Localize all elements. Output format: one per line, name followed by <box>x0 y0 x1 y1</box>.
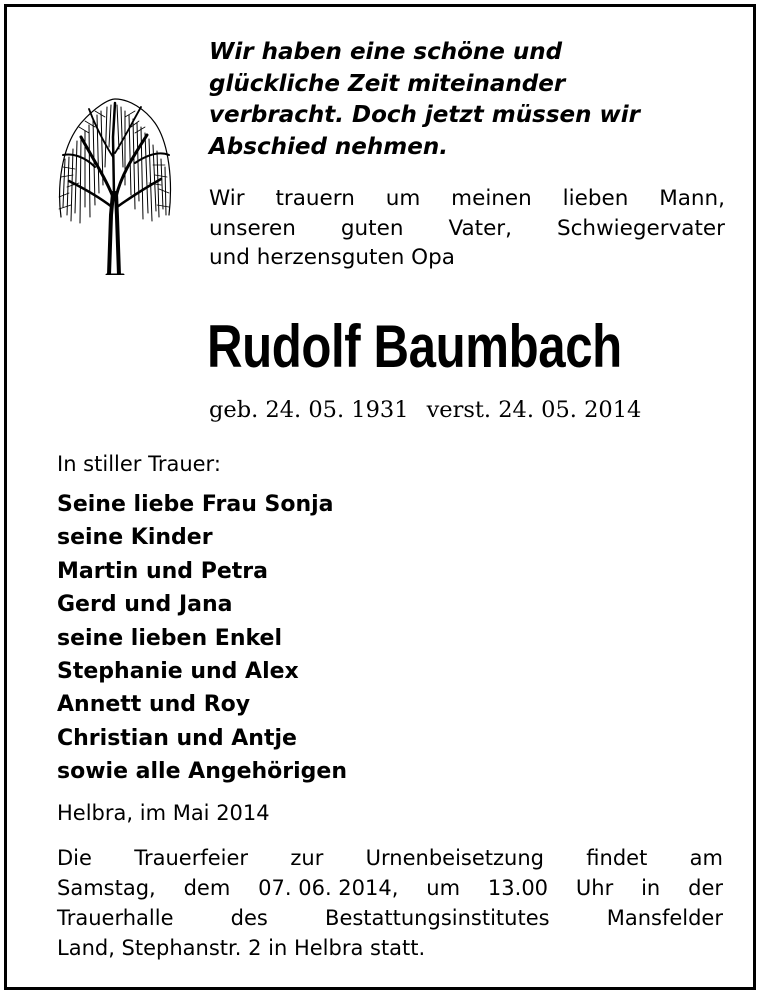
funeral-line <box>57 903 723 933</box>
word: guten <box>340 215 404 241</box>
word: Bestattungsinstitutes <box>325 906 550 930</box>
family-list <box>57 488 347 789</box>
word: Urnenbeisetzung <box>365 846 544 870</box>
word: lieben <box>562 186 629 211</box>
mourning-line: und herzensguten Opa <box>209 245 455 270</box>
mourning-line <box>209 214 725 244</box>
quote-line: glückliche Zeit miteinander <box>209 70 566 97</box>
word: Vater, <box>448 215 512 241</box>
mourning-intro: In stiller Trauer: <box>57 452 221 476</box>
family-line: seine Kinder <box>57 525 213 551</box>
word: der <box>688 876 723 900</box>
word: um <box>385 186 421 211</box>
word: zur <box>290 846 324 870</box>
quote-line: Abschied nehmen. <box>209 133 448 160</box>
family-line: seine lieben Enkel <box>57 625 282 651</box>
funeral-line: Land, Stephanstr. 2 in Helbra statt. <box>57 936 426 960</box>
word: Trauerfeier <box>134 846 249 870</box>
family-line: Annett und Roy <box>57 692 251 718</box>
word: meinen <box>451 186 532 211</box>
word: am <box>689 846 723 870</box>
word: Wir <box>209 186 245 211</box>
deceased-name: Rudolf Baumbach <box>207 313 622 380</box>
word: Mansfelder <box>606 906 723 930</box>
word: findet <box>586 846 648 870</box>
word: unseren <box>209 215 296 241</box>
family-line: Gerd und Jana <box>57 592 233 618</box>
family-line: Martin und Petra <box>57 558 268 584</box>
death-date: verst. 24. 05. 2014 <box>426 397 642 423</box>
word: 13.00 <box>487 876 549 900</box>
family-line: sowie alle Angehörigen <box>57 759 348 785</box>
family-line: Seine liebe Frau Sonja <box>57 492 334 517</box>
word: trauern <box>275 186 355 211</box>
word: Mann, <box>659 186 725 211</box>
word: um <box>426 876 461 900</box>
word: Die <box>57 846 92 870</box>
life-dates <box>209 395 725 425</box>
quote-line: Wir haben eine schöne und <box>209 39 563 65</box>
obituary-frame <box>4 4 756 990</box>
word: des <box>230 906 268 930</box>
family-line: Christian und Antje <box>57 725 297 751</box>
mourning-line <box>209 184 725 214</box>
word: in <box>641 876 661 900</box>
word: Schwiegervater <box>556 215 725 241</box>
mourning-statement <box>209 184 725 273</box>
word: dem <box>183 876 231 900</box>
funeral-line <box>57 843 723 873</box>
opening-quote <box>209 37 749 163</box>
weeping-willow-tree-icon <box>55 97 173 275</box>
word: Uhr <box>575 876 614 900</box>
word: Samstag, <box>57 876 156 900</box>
word: Trauerhalle <box>57 906 174 930</box>
family-line: Stephanie und Alex <box>57 659 299 685</box>
birth-date: geb. 24. 05. 1931 <box>209 397 409 423</box>
word: 07. 06. 2014, <box>258 876 399 900</box>
place-date: Helbra, im Mai 2014 <box>57 801 270 825</box>
quote-line: verbracht. Doch jetzt müssen wir <box>209 102 640 128</box>
funeral-notice <box>57 843 723 963</box>
funeral-line <box>57 873 723 903</box>
